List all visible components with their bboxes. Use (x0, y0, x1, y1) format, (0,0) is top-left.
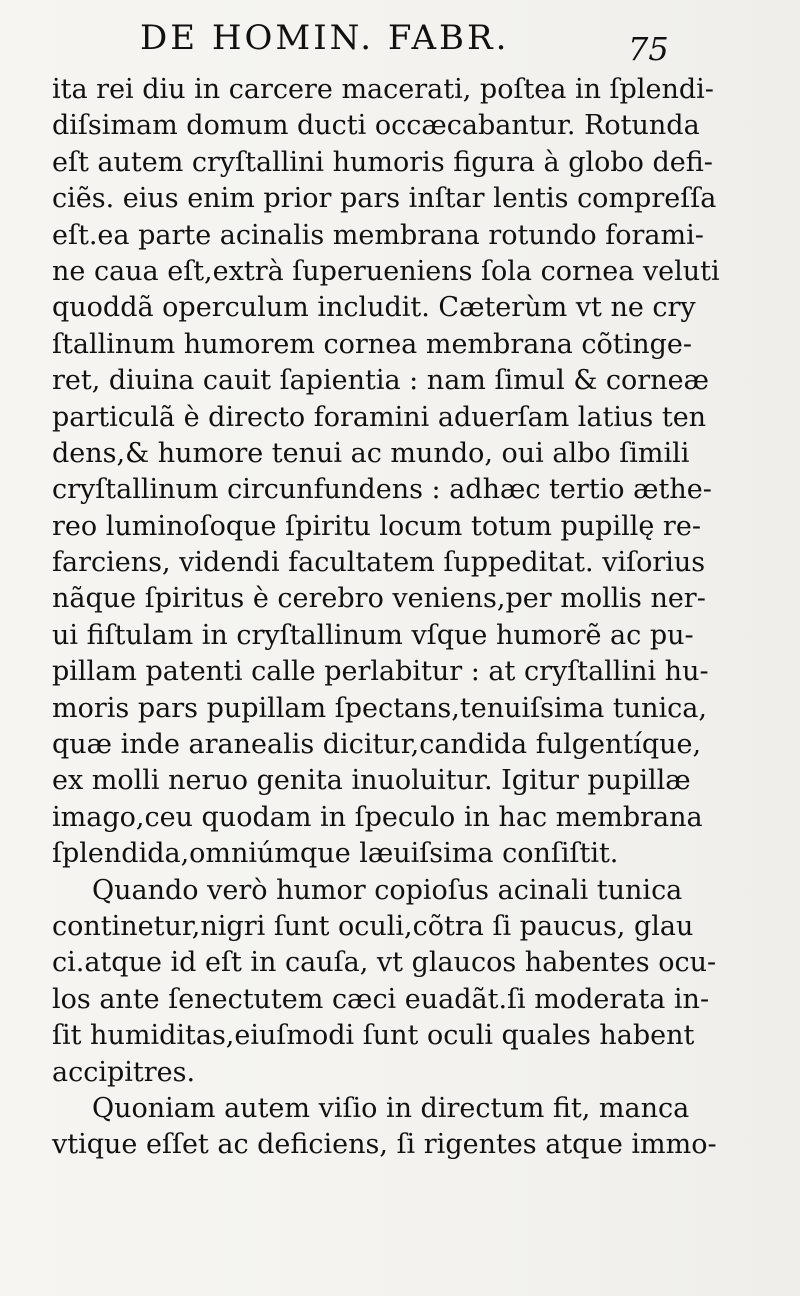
text-line: ne caua eſt,extrà ſuperueniens ſola cornea veluti (52, 255, 720, 287)
text-line: ſit humiditas,eiuſmodi ſunt oculi quales habent (52, 1020, 695, 1052)
text-line: imago,ceu quodam in ſpeculo in hac membrana (52, 801, 703, 833)
text-line: eſt.ea parte acinalis membrana rotundo forami- (52, 219, 704, 251)
text-line: reo luminoſoque ſpiritu locum totum pupillę re- (52, 510, 701, 542)
text-line: ſtallinum humorem cornea membrana cõtinge- (52, 328, 693, 360)
text-line: vtique eſſet ac deficiens, ſi rigentes atque immo- (52, 1129, 717, 1161)
page-number: 75 (628, 30, 669, 68)
running-head: DE HOMIN. FABR. (140, 18, 510, 58)
text-line: Quando verò humor copioſus acinali tunica (92, 874, 683, 906)
text-line: ita rei diu in carcere macerati, poſtea in ſplendi- (52, 74, 714, 105)
text-line: diſsimam domum ducti occæcabantur. Rotunda (52, 110, 700, 142)
text-line: particulã è directo foramini aduerſam latius ten (52, 401, 707, 433)
text-line: accipitres. (52, 1056, 196, 1088)
text-line: ret, diuina cauit ſapientia : nam ſimul & corneæ (52, 365, 709, 397)
paragraph (52, 72, 720, 873)
text-line: ſplendida,omniúmque læuiſsima conſiſtit. (52, 838, 619, 870)
text-line: nãque ſpiritus è cerebro veniens,per mollis ner- (52, 583, 706, 615)
text-line: ciẽs. eius enim prior pars inſtar lentis compreſſa (52, 183, 717, 215)
text-line: dens,& humore tenui ac mundo, oui albo ſimili (52, 437, 690, 469)
text-line: pillam patenti calle perlabitur : at cryſtallini hu- (52, 656, 709, 688)
text-line: Quoniam autem viſio in directum fit, manca (92, 1092, 690, 1124)
text-line: cryſtallinum circunfundens : adhæc tertio æthe- (52, 474, 712, 506)
paragraph (52, 873, 717, 1091)
page-header (0, 18, 800, 68)
text-line: ui fiſtulam in cryſtallinum vſque humorẽ ac pu- (52, 619, 694, 651)
text-line: quoddã operculum includit. Cæterùm vt ne cry (52, 292, 696, 324)
text-line: los ante ſenectutem cæci euadãt.ſi moderata in- (52, 983, 710, 1015)
text-line: ex molli neruo genita inuoluitur. Igitur pupillæ (52, 765, 691, 797)
paragraph (52, 1091, 717, 1164)
text-line: eſt autem cryſtallini humoris figura à globo defi- (52, 146, 713, 178)
text-line: continetur,nigri ſunt oculi,cõtra ſi paucus, glau (52, 910, 694, 942)
text-line: farciens, videndi facultatem ſuppeditat. viſorius (52, 547, 706, 579)
text-line: quæ inde aranealis dicitur,candida fulgentíque, (52, 729, 702, 761)
text-line: ci.atque id eſt in cauſa, vt glaucos habentes ocu- (52, 947, 717, 979)
body-text (52, 72, 720, 1164)
text-line: moris pars pupillam ſpectans,tenuiſsima tunica, (52, 692, 707, 724)
